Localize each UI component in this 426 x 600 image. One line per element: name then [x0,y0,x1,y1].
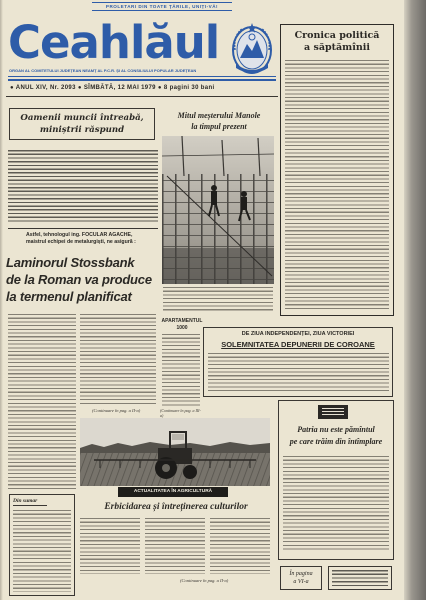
ziua-body-text [208,353,389,393]
dateline-date: SÎMBĂTĂ, 12 MAI 1979 [83,85,156,91]
ziua-kicker: DE ZIUA INDEPENDENȚEI, ZIUA VICTORIEI [241,331,355,337]
agricultura-label: ACTUALITATEA ÎN AGRICULTURĂ [118,487,228,497]
apartament-body-text [162,334,200,406]
oamenii-body-text [8,150,158,224]
agricultura-continuation: (Continuare în pag. a II-a) [180,578,229,583]
laminor-continuation: (Continuare în pag. a II-a) [92,408,141,413]
cronica-title [282,30,392,54]
apartament-continuation: (Continuare în pag. a III-a) [160,408,201,418]
scan-edge [404,0,426,600]
dateline-separator: ● [77,85,82,91]
dateline-separator: ● [10,85,14,91]
patria-title [280,424,392,448]
patria-title-line: Patria nu este pămîntul [297,425,375,434]
dateline-rule [6,96,278,97]
pagina-line: În pagina [289,571,313,577]
manole-title-line: Mitul meșterului Manole [177,111,261,120]
dateline-issue: ANUL XIV, Nr. 2093 [15,85,76,91]
masthead-subtitle: ORGAN AL COMITETULUI JUDEȚEAN NEAMȚ AL P.C.R. ȘI AL CONSILIULUI POPULAR JUDEȚEAN [9,68,197,73]
laminor-body-text [80,314,156,406]
manole-title-line: la timpul prezent [191,122,247,131]
ziua-title: SOLEMNITATEA DEPUNERII DE COROANE [221,340,375,349]
laminor-body-text [8,314,76,490]
section-rule [8,228,158,229]
pagina-line: a VI-a [293,579,309,585]
patria-tag [318,405,348,419]
masthead-rule [8,79,276,81]
oamenii-title-line: Oamenii muncii întreabă, [20,113,144,123]
patria-title-line: pe care trăim din întîmplare [289,437,383,446]
cronica-body-text [285,60,389,310]
patria-body-text [283,456,389,552]
laminor-kicker-line: maistrul echipei de metalurgiști, ne asigură : [26,239,136,245]
oamenii-heading-box [9,108,155,140]
laminor-kicker [26,232,158,246]
apartament-number: 1000 [176,325,188,331]
dateline-separator: ● [157,85,162,91]
apartament-heading [160,318,204,332]
dateline [10,84,276,93]
laminor-kicker-line: Astfel, tehnologul ing. FOCULAR AGACHE, [26,232,133,238]
agricultura-body-text [80,518,140,574]
manole-heading [165,110,273,132]
scan-edge-left [0,0,3,600]
masthead-motto: PROLETARI DIN TOATE ȚĂRILE, UNIȚI-VĂ! [92,2,232,11]
laminor-headline-line: la termenul planificat [6,289,132,304]
agricultura-body-text [145,518,205,574]
tractor-photo [80,418,270,486]
sumar-body-text [13,510,71,592]
teaser-body-text [332,570,388,586]
pagina-box [280,566,322,590]
patria-tag-lines [322,408,344,416]
dateline-price: 8 pagini 30 bani [163,85,215,91]
coat-of-arms-icon [230,20,274,76]
sumar-title: Din sumar [13,497,47,506]
manole-caption-text [163,287,273,311]
agricultura-body-text [210,518,270,574]
cronica-title-line: a săptămînii [304,42,370,53]
laminor-headline-line: Laminorul Stossbank [6,255,135,270]
oamenii-title-line: miniștrii răspund [39,125,125,135]
laminor-headline [6,254,160,305]
apartament-title: APARTAMENTUL [161,318,203,324]
agricultura-title: Erbicidarea și întreținerea culturilor [104,502,248,512]
cronica-title-line: Cronica politică [294,30,380,41]
masthead-rule [8,76,276,77]
masthead-title: Ceahlăul [8,16,220,69]
construction-photo [162,136,274,284]
laminor-headline-line: de la Roman va produce [6,272,152,287]
